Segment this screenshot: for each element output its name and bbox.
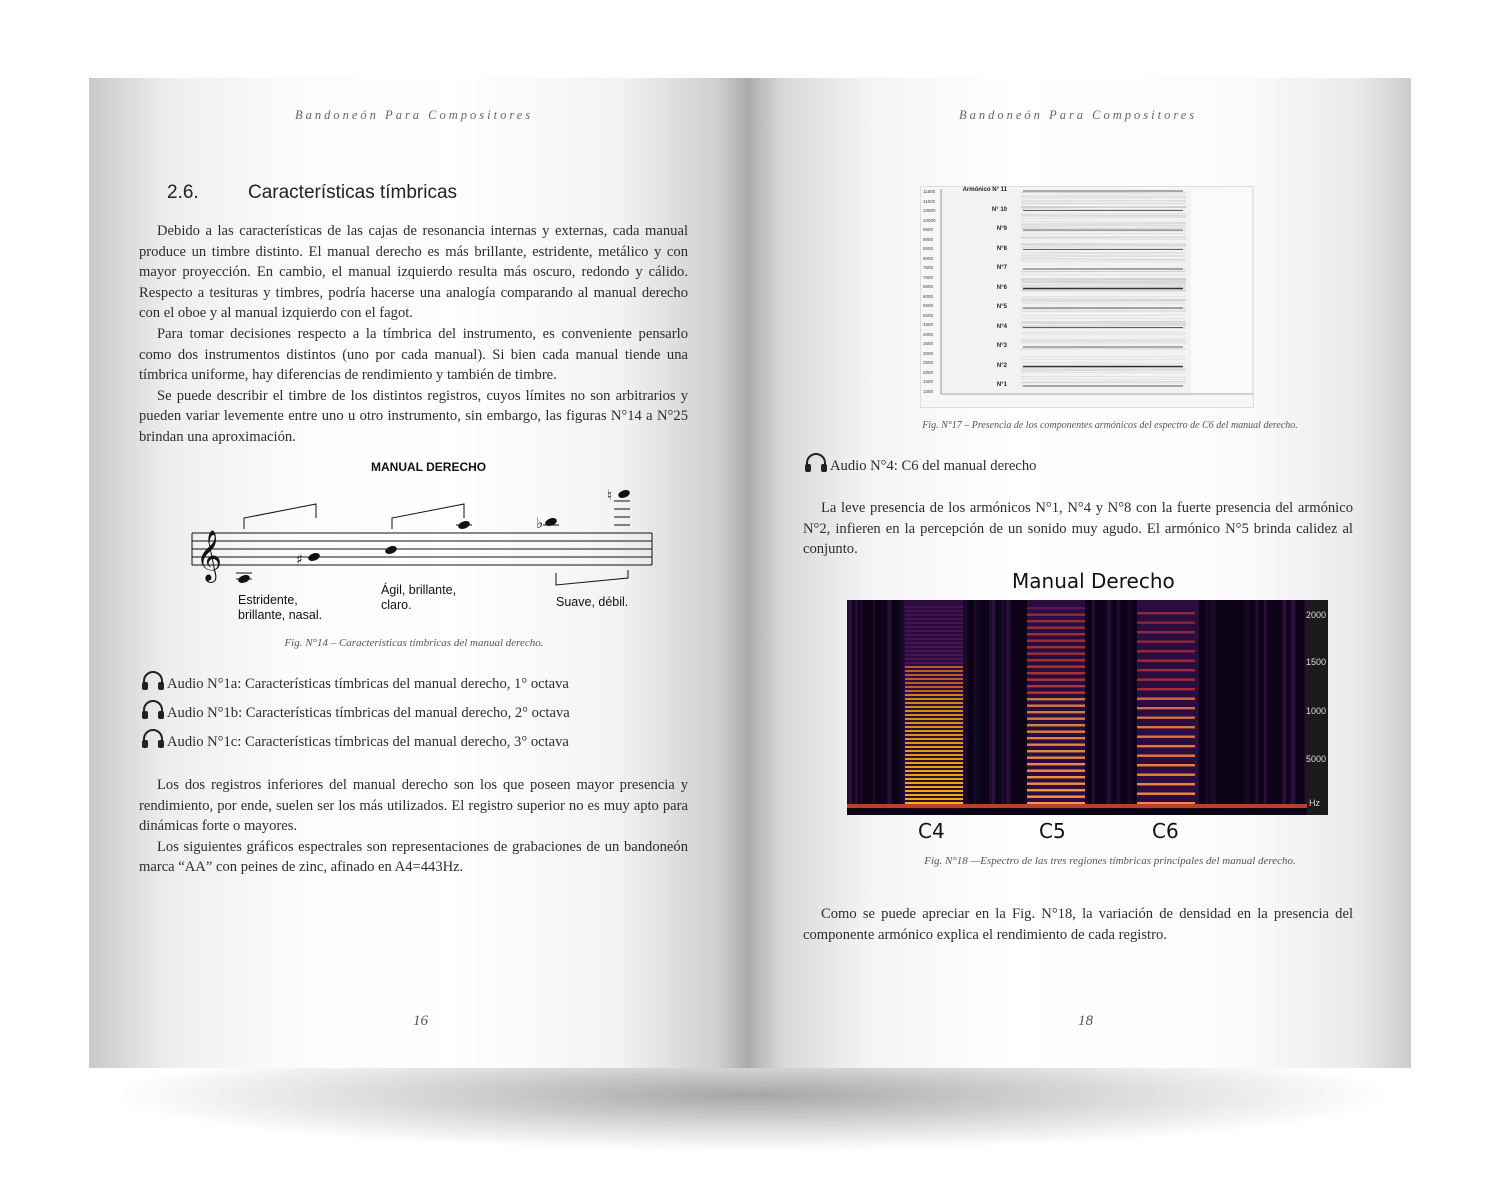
body-text-bottom [139, 775, 688, 878]
harmonic-band [1137, 736, 1195, 738]
note-head [307, 552, 321, 563]
harmonic-band [905, 782, 963, 784]
treble-clef-icon: 𝄞 [196, 530, 223, 581]
harmonic-band [1027, 698, 1085, 700]
harmonic-band [905, 658, 963, 660]
spectral-streak [965, 600, 968, 808]
harmonic-band [905, 614, 963, 616]
spectral-streak [1130, 600, 1133, 808]
harmonic-band [905, 706, 963, 708]
paragraph: Se puede describir el timbre de los distintos registros, cuyos límites no son arbitrarios y pueden variar levemente entre uno u otro instrumento, sin embargo, las figuras N°14 a N°25 brindan una aproximación. [139, 387, 688, 445]
spectral-streak [974, 600, 976, 808]
harmonic-band [1137, 679, 1195, 681]
harmonic-band [905, 762, 963, 764]
baseline-band [847, 804, 1307, 808]
harmonic-band [1137, 707, 1195, 709]
paragraph: Los dos registros inferiores del manual derecho son los que poseen mayor presencia y rendimiento, por ende, suelen ser los más utilizados. El registro superior no es muy apto para dinámicas forte o mayores. [139, 777, 688, 835]
note-head [384, 545, 398, 556]
harmonic-band [1027, 724, 1085, 726]
figure14-caption: Fig. N°14 – Características tímbricas del manual derecho. [284, 637, 544, 649]
harmonic-band [905, 666, 963, 668]
y-tick-label: 9000 [923, 236, 934, 242]
harmonic-band [1027, 705, 1085, 707]
harmonic-band [1027, 653, 1085, 655]
spectrogram-chart [847, 600, 1328, 815]
bracket [392, 504, 464, 529]
harmonic-band [1027, 633, 1085, 635]
harmonic-band [905, 802, 963, 804]
harmonics-plot [921, 187, 1253, 407]
harmonic-band [1027, 770, 1085, 772]
harmonic-band [905, 790, 963, 792]
spectral-streak [1244, 600, 1246, 808]
page-number: 18 [1078, 1013, 1093, 1029]
y-tick-label: 2000 [923, 369, 934, 375]
spectral-streak [1206, 600, 1209, 808]
natural-icon: ♮ [607, 488, 613, 504]
harmonic-band [905, 606, 963, 608]
spectral-streak [1214, 600, 1216, 808]
note-head [617, 489, 631, 500]
y-tick-label: 6000 [923, 293, 934, 299]
spectral-streak [873, 600, 875, 808]
spectral-streak [1284, 600, 1285, 808]
x-category-label: C6 [1152, 819, 1179, 843]
section-number: 2.6. [167, 182, 199, 203]
headphones-icon [141, 671, 165, 696]
harmonic-band [1137, 698, 1195, 700]
harmonic-band [905, 634, 963, 636]
y-tick-label: 2500 [923, 360, 934, 366]
harmonic-band [905, 610, 963, 612]
harmonic-label: N°9 [996, 226, 1007, 232]
harmonic-band [1027, 640, 1085, 642]
harmonic-band [905, 670, 963, 672]
harmonic-band [1027, 679, 1085, 681]
harmonic-label: N°5 [996, 304, 1007, 310]
harmonic-band [905, 626, 963, 628]
staff-lines [192, 533, 652, 565]
harmonic-band [1137, 641, 1195, 643]
harmonic-band [1027, 607, 1085, 609]
harmonic-band [905, 734, 963, 736]
spectral-streak [1092, 600, 1095, 808]
harmonic-band [1137, 650, 1195, 652]
harmonic-band [905, 754, 963, 756]
y-tick-label: 2000 [1305, 610, 1326, 620]
spectral-streak [1116, 600, 1117, 808]
section-title: Características tímbricas [248, 182, 458, 203]
spectral-streak [899, 600, 901, 808]
audio-link[interactable] [141, 700, 570, 725]
body-text-bottom [803, 904, 1353, 945]
audio-label: Audio N°1a: Características tímbricas del manual derecho, 1° octava [167, 676, 569, 692]
y-tick-label: 11500 [923, 189, 936, 194]
spectral-streak [978, 600, 979, 808]
harmonic-band [905, 678, 963, 680]
harmonic-band [1027, 750, 1085, 752]
headphones-icon [804, 453, 828, 478]
harmonic-band [905, 766, 963, 768]
harmonic-band [1027, 796, 1085, 798]
spectrogram-plot [847, 600, 1328, 815]
harmonic-band [1027, 627, 1085, 629]
harmonic-band [905, 758, 963, 760]
harmonic-band [1137, 622, 1195, 624]
harmonic-band [905, 674, 963, 676]
audio-label: Audio N°1b: Características tímbricas del manual derecho, 2° octava [167, 705, 570, 721]
music-staff-figure [184, 478, 664, 598]
flat-icon: ♭ [536, 514, 544, 532]
harmonic-band [1027, 789, 1085, 791]
harmonic-band [905, 730, 963, 732]
harmonic-band [905, 642, 963, 644]
y-tick-label: 8500 [923, 246, 934, 252]
y-tick-label: 1000 [1305, 706, 1326, 716]
y-tick-label: 3500 [923, 341, 934, 347]
harmonic-band [1027, 646, 1085, 648]
harmonic-band [1027, 614, 1085, 616]
harmonic-band [1027, 666, 1085, 668]
spectral-streak [849, 600, 853, 808]
harmonic-band [905, 742, 963, 744]
spectral-streak [855, 600, 857, 808]
paragraph: Como se puede apreciar en la Fig. N°18, la variación de densidad en la presencia del componente armónico explica el rendimiento de cada registro. [803, 906, 1353, 943]
harmonic-band [905, 638, 963, 640]
harmonic-band [905, 686, 963, 688]
harmonic-band [1137, 717, 1195, 719]
y-tick-label: 5500 [923, 303, 934, 309]
harmonic-band [905, 618, 963, 620]
y-tick-label: 6500 [923, 284, 934, 290]
harmonic-band [1027, 718, 1085, 720]
harmonic-label: N°8 [996, 245, 1007, 252]
harmonic-band [1027, 776, 1085, 778]
harmonic-band [905, 738, 963, 740]
harmonic-band [1027, 620, 1085, 622]
y-tick-label: 5000 [923, 312, 934, 318]
y-tick-label: 4000 [923, 331, 934, 337]
harmonic-label: N°4 [996, 323, 1007, 330]
body-text-mid [803, 498, 1353, 560]
audio-link[interactable] [804, 453, 1036, 478]
paragraph: Debido a las características de las cajas de resonancia internas y externas, cada manual produce un timbre distinto. El manual derecho es más brillante, estridente, metálico y con mayor proyección. En cambio, el manual izquierdo resulta más oscuro, redondo y cálido. Respecto a tesituras y timbres, podría hacerse una analogía comparando al manual derecho con el oboe y al manual izquierdo con el fagot. [139, 223, 688, 322]
chart-title: Manual Derecho [1012, 569, 1175, 593]
harmonic-band [905, 718, 963, 720]
harmonic-band [1137, 612, 1195, 614]
harmonic-band [1137, 660, 1195, 662]
harmonic-band [905, 702, 963, 704]
harmonic-band [1027, 757, 1085, 759]
harmonic-label: Armónico N° 11 [962, 187, 1007, 193]
right-page [750, 78, 1411, 1068]
figure18-caption: Fig. N°18 —Espectro de las tres regiones tímbricas principales del manual derecho. [924, 855, 1296, 867]
running-head-right: Bandoneón Para Compositores [959, 108, 1198, 122]
harmonic-label: N°1 [996, 382, 1007, 388]
harmonic-band [1137, 726, 1195, 728]
y-tick-label: 10000 [923, 217, 936, 223]
audio-label: Audio N°1c: Características tímbricas del manual derecho, 3° octava [167, 734, 569, 750]
y-tick-label: 7500 [923, 265, 934, 271]
harmonic-band [905, 794, 963, 796]
y-unit-label: Hz [1309, 798, 1320, 808]
y-tick-label: 1000 [923, 389, 934, 394]
paragraph: Los siguientes gráficos espectrales son representaciones de grabaciones de un bandoneón marca “AA” con peines de zinc, afinado en A4=443Hz. [139, 838, 688, 876]
y-tick-label: 4500 [923, 322, 934, 328]
harmonic-band [1137, 755, 1195, 757]
y-tick-label: 11000 [923, 198, 936, 204]
spectral-streak [1007, 600, 1011, 808]
page-number: 16 [413, 1013, 428, 1029]
spectral-streak [902, 600, 904, 808]
harmonic-band [905, 726, 963, 728]
harmonic-band [905, 646, 963, 648]
harmonic-band [1027, 685, 1085, 687]
y-tick-label: 8000 [923, 255, 934, 261]
harmonic-band [905, 778, 963, 780]
audio-label: Audio N°4: C6 del manual derecho [830, 458, 1037, 474]
harmonic-band [1027, 783, 1085, 785]
spectral-streak [1264, 600, 1267, 808]
note-head [544, 517, 558, 528]
harmonic-band [1027, 672, 1085, 674]
y-tick-label: 10500 [923, 208, 936, 214]
figure14-label: Suave, débil. [556, 595, 629, 609]
y-tick-label: 9500 [923, 227, 934, 233]
y-tick-label: 1500 [923, 379, 934, 385]
spectral-streak [992, 600, 995, 808]
harmonic-band [905, 650, 963, 652]
harmonic-band [1027, 659, 1085, 661]
harmonic-band [905, 714, 963, 716]
paragraph: La leve presencia de los armónicos N°1, N°4 y N°8 con la fuerte presencia del armónico N°2, infieren en la percepción de un sonido muy agudo. El armónico N°5 brinda calidez al conjunto. [803, 500, 1353, 558]
harmonic-band [1027, 731, 1085, 733]
y-tick-label: 1500 [1305, 657, 1326, 667]
harmonic-band [1137, 783, 1195, 785]
harmonic-band [1137, 688, 1195, 690]
harmonic-band [905, 662, 963, 664]
y-tick-label: 5000 [1305, 754, 1326, 764]
harmonic-band [905, 654, 963, 656]
left-page [89, 78, 750, 1068]
spectral-streak [1109, 600, 1113, 808]
harmonic-band [905, 786, 963, 788]
section-heading [167, 182, 457, 204]
figure14-title: MANUAL DERECHO [371, 460, 487, 474]
harmonic-band [1137, 631, 1195, 633]
body-text-top [139, 221, 688, 448]
spectral-streak [1119, 600, 1121, 808]
harmonic-band [1137, 774, 1195, 776]
paragraph: Para tomar decisiones respecto a la tímbrica del instrumento, es conveniente pensarlo como dos instrumentos distintos (uno por cada manual). Si bien cada manual tiende una tímbrica uniforme, hay diferencias de rendimiento y también de timbre. [139, 325, 688, 384]
harmonic-label: N°7 [996, 265, 1007, 271]
spectral-streak [860, 600, 863, 808]
harmonic-band [1027, 692, 1085, 694]
figure14-label: Ágil, brillante, claro. [381, 583, 457, 612]
harmonic-band [905, 690, 963, 692]
harmonic-band [1027, 737, 1085, 739]
harmonic-band [905, 746, 963, 748]
spectral-streak [1128, 600, 1130, 808]
x-category-label: C5 [1039, 819, 1066, 843]
spectral-streak [1106, 600, 1109, 808]
harmonic-band [905, 698, 963, 700]
y-tick-label: 3000 [923, 350, 934, 356]
harmonic-label: N°2 [996, 362, 1007, 369]
harmonic-label: N°3 [996, 343, 1007, 349]
harmonic-label: N° 10 [991, 206, 1007, 213]
open-book [89, 78, 1411, 1068]
harmonic-band [1137, 764, 1195, 766]
running-head-left: Bandoneón Para Compositores [295, 108, 534, 122]
harmonic-band [905, 774, 963, 776]
figure17-caption: Fig. N°17 – Presencia de los componentes armónicos del espectro de C6 del manual derecho. [922, 420, 1298, 431]
bracket [244, 504, 316, 529]
harmonic-band [905, 630, 963, 632]
harmonic-band [905, 798, 963, 800]
harmonic-band [905, 694, 963, 696]
harmonic-band [905, 722, 963, 724]
spectral-streak [1292, 600, 1296, 808]
y-tick-label: 7000 [923, 274, 934, 280]
harmonic-band [905, 710, 963, 712]
note-head [237, 574, 251, 585]
spectral-streak [1210, 600, 1213, 808]
harmonics-spectrum-figure [920, 186, 1254, 408]
harmonic-band [1137, 745, 1195, 747]
bracket [556, 570, 628, 585]
harmonic-band [905, 622, 963, 624]
spectral-streak [1256, 600, 1258, 808]
headphones-icon [141, 700, 165, 725]
audio-link[interactable] [141, 729, 569, 754]
harmonic-band [905, 750, 963, 752]
spectral-streak [1247, 600, 1250, 808]
x-category-label: C4 [918, 819, 945, 843]
harmonic-band [1027, 711, 1085, 713]
harmonic-label: N°6 [996, 284, 1007, 291]
harmonic-band [905, 682, 963, 684]
spectral-streak [1001, 600, 1004, 808]
spectral-streak [890, 600, 892, 808]
harmonic-band [1137, 669, 1195, 671]
spectral-streak [1196, 600, 1199, 808]
harmonic-band [1027, 763, 1085, 765]
sharp-icon: ♯ [296, 552, 303, 568]
headphones-icon [141, 729, 165, 754]
harmonic-band [905, 770, 963, 772]
figure14-label: Estridente, brillante, nasal. [238, 593, 323, 622]
harmonic-band [1137, 793, 1195, 795]
harmonic-band [1027, 744, 1085, 746]
audio-link[interactable] [141, 671, 569, 696]
